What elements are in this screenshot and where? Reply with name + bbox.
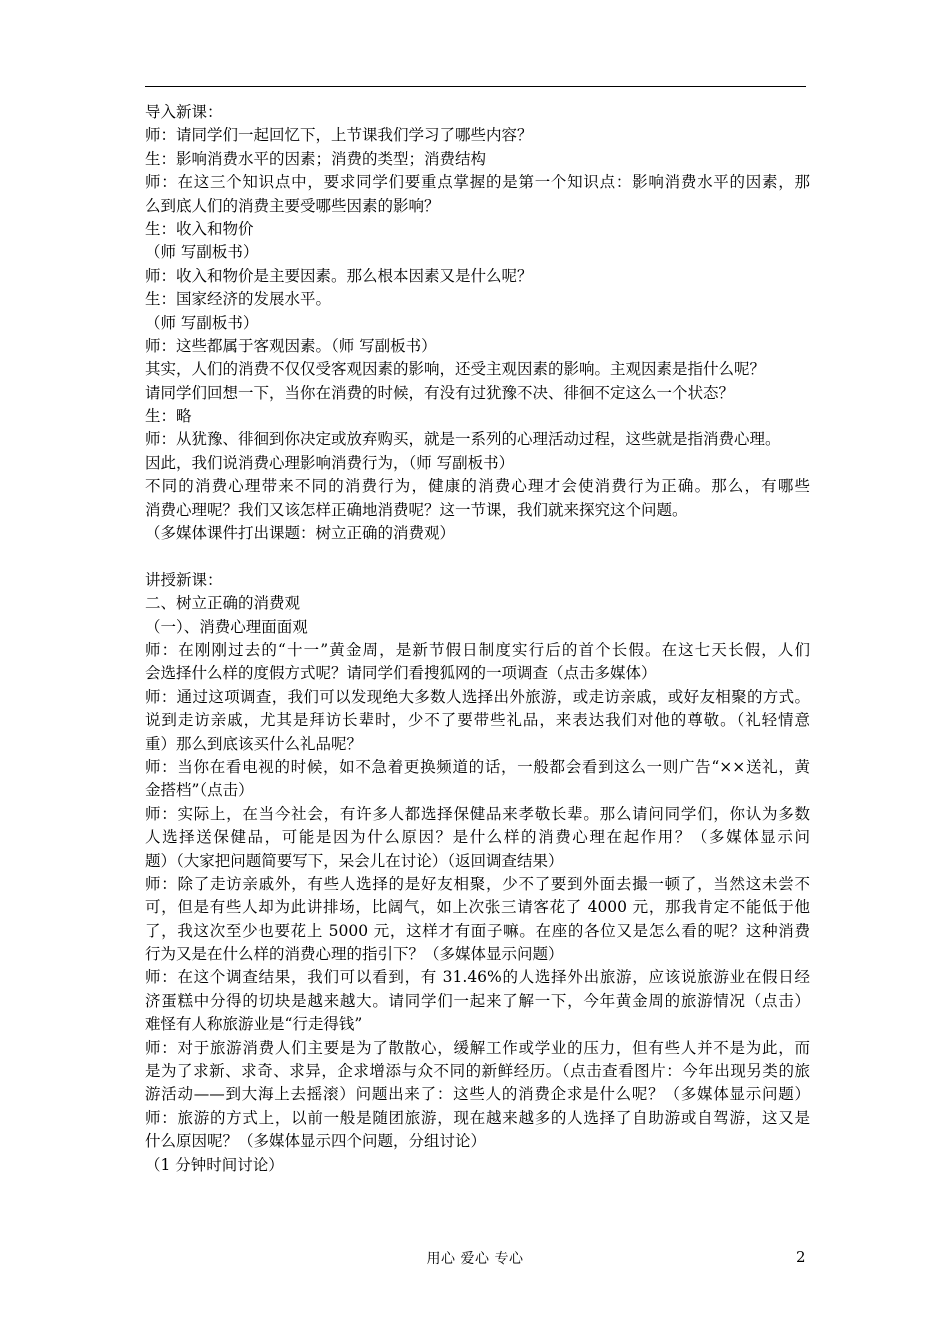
body-text bbox=[145, 101, 810, 1177]
text-line: 么到底人们的消费主要受哪些因素的影响？ bbox=[145, 196, 440, 215]
page-number: 2 bbox=[796, 1248, 806, 1266]
text-line: 师：请同学们一起回忆下，上节课我们学习了哪些内容？ bbox=[145, 126, 533, 145]
footer-motto: 用心 爱心 专心 bbox=[426, 1251, 524, 1267]
text-line: 消费心理呢？我们又该怎样正确地消费呢？这一节课，我们就来探究这个问题。 bbox=[145, 500, 688, 519]
text-line: 济蛋糕中分得的切块是越来越大。请同学们一起来了解一下，今年黄金周的旅游情况（点击） bbox=[145, 991, 810, 1010]
text-line: 二、树立正确的消费观 bbox=[145, 594, 301, 613]
text-line: 了，我这次至少也要花上 5000 元，这样才有面子嘛。在座的各位又是怎么看的呢？这种消费 bbox=[145, 921, 810, 940]
text-line: 金搭档”（点击） bbox=[145, 781, 254, 800]
text-line: 生：国家经济的发展水平。 bbox=[145, 290, 332, 309]
text-line: 行为又是在什么样的消费心理的指引下？（多媒体显示问题） bbox=[145, 945, 564, 964]
text-line: 重）那么到底该买什么礼品呢？ bbox=[145, 734, 363, 753]
text-line: 可，但是有些人却为此讲排场，比阔气，如上次张三请客花了 4000 元，那我肯定不能低于他 bbox=[145, 898, 810, 917]
text-line: 人选择送保健品，可能是因为什么原因？是什么样的消费心理在起作用？（多媒体显示问 bbox=[145, 828, 810, 847]
text-line: 生：略 bbox=[145, 407, 192, 426]
text-line: 会选择什么样的度假方式呢？请同学们看搜狐网的一项调查（点击多媒体） bbox=[145, 664, 657, 683]
text-line: 游活动——到大海上去摇滚）问题出来了：这些人的消费企求是什么呢？（多媒体显示问题） bbox=[145, 1085, 810, 1104]
blank-line bbox=[145, 545, 810, 568]
text-line: （一）、消费心理面面观 bbox=[145, 617, 308, 636]
text-line: 请同学们回想一下，当你在消费的时候，有没有过犹豫不决、徘徊不定这么一个状态？ bbox=[145, 383, 735, 402]
text-line: 导入新课： bbox=[145, 103, 223, 121]
text-line: 师：对于旅游消费人们主要是为了散散心，缓解工作或学业的压力，但有些人并不是为此，而 bbox=[145, 1038, 810, 1057]
text-line: （师 写副板书） bbox=[145, 313, 259, 332]
text-line: （1 分钟时间讨论） bbox=[145, 1155, 284, 1174]
text-line: 师：从犹豫、徘徊到你决定或放弃购买，就是一系列的心理活动过程，这些就是指消费心理。 bbox=[145, 430, 781, 449]
text-line: 师：收入和物价是主要因素。那么根本因素又是什么呢？ bbox=[145, 266, 533, 285]
text-line: 生：影响消费水平的因素；消费的类型；消费结构 bbox=[145, 149, 487, 168]
text-line: 师：在这个调查结果，我们可以看到，有 31.46%的人选择外出旅游，应该说旅游业在假日经 bbox=[145, 968, 810, 987]
text-line: 师：在这三个知识点中，要求同学们要重点掌握的是第一个知识点：影响消费水平的因素，那 bbox=[145, 173, 810, 192]
text-line: 师：在刚刚过去的“十一”黄金周，是新节假日制度实行后的首个长假。在这七天长假，人们 bbox=[145, 640, 810, 659]
text-line: （多媒体课件打出课题：树立正确的消费观） bbox=[145, 524, 456, 543]
text-line: 师：当你在看电视的时候，如不急着更换频道的话，一般都会看到这么一则广告“××送礼，黄 bbox=[145, 757, 810, 776]
text-line: 其实，人们的消费不仅仅受客观因素的影响，还受主观因素的影响。主观因素是指什么呢？ bbox=[145, 360, 766, 379]
text-line: 难怪有人称旅游业是“行走得钱” bbox=[145, 1015, 363, 1034]
text-line: 是为了求新、求奇、求异，企求增添与众不同的新鲜经历。（点击查看图片：今年出现另类的旅 bbox=[145, 1062, 810, 1081]
text-line: 师：这些都属于客观因素。（师 写副板书） bbox=[145, 336, 437, 355]
text-line: 讲授新课： bbox=[145, 570, 223, 589]
text-line: 师：实际上，在当今社会，有许多人都选择保健品来孝敬长辈。那么请问同学们，你认为多数 bbox=[145, 804, 810, 823]
text-line: （师 写副板书） bbox=[145, 243, 259, 262]
header-rule bbox=[145, 86, 806, 87]
text-line: 题）（大家把问题简要写下，呆会儿在讨论）（返回调查结果） bbox=[145, 851, 564, 870]
text-line: 什么原因呢？（多媒体显示四个问题，分组讨论） bbox=[145, 1132, 487, 1151]
text-line: 因此，我们说消费心理影响消费行为，（师 写副板书） bbox=[145, 453, 515, 472]
text-line: 师：通过这项调查，我们可以发现绝大多数人选择出外旅游，或走访亲戚，或好友相聚的方式。 bbox=[145, 687, 810, 706]
text-line: 师：除了走访亲戚外，有些人选择的是好友相聚，少不了要到外面去撮一顿了，当然这未尝不 bbox=[145, 874, 810, 893]
text-line: 不同的消费心理带来不同的消费行为，健康的消费心理才会使消费行为正确。那么，有哪些 bbox=[145, 477, 810, 496]
text-line: 说到走访亲戚，尤其是拜访长辈时，少不了要带些礼品，来表达我们对他的尊敬。（礼轻情意 bbox=[145, 711, 810, 730]
text-line: 师：旅游的方式上，以前一般是随团旅游，现在越来越多的人选择了自助游或自驾游，这又是 bbox=[145, 1108, 810, 1127]
text-line: 生：收入和物价 bbox=[145, 219, 254, 238]
